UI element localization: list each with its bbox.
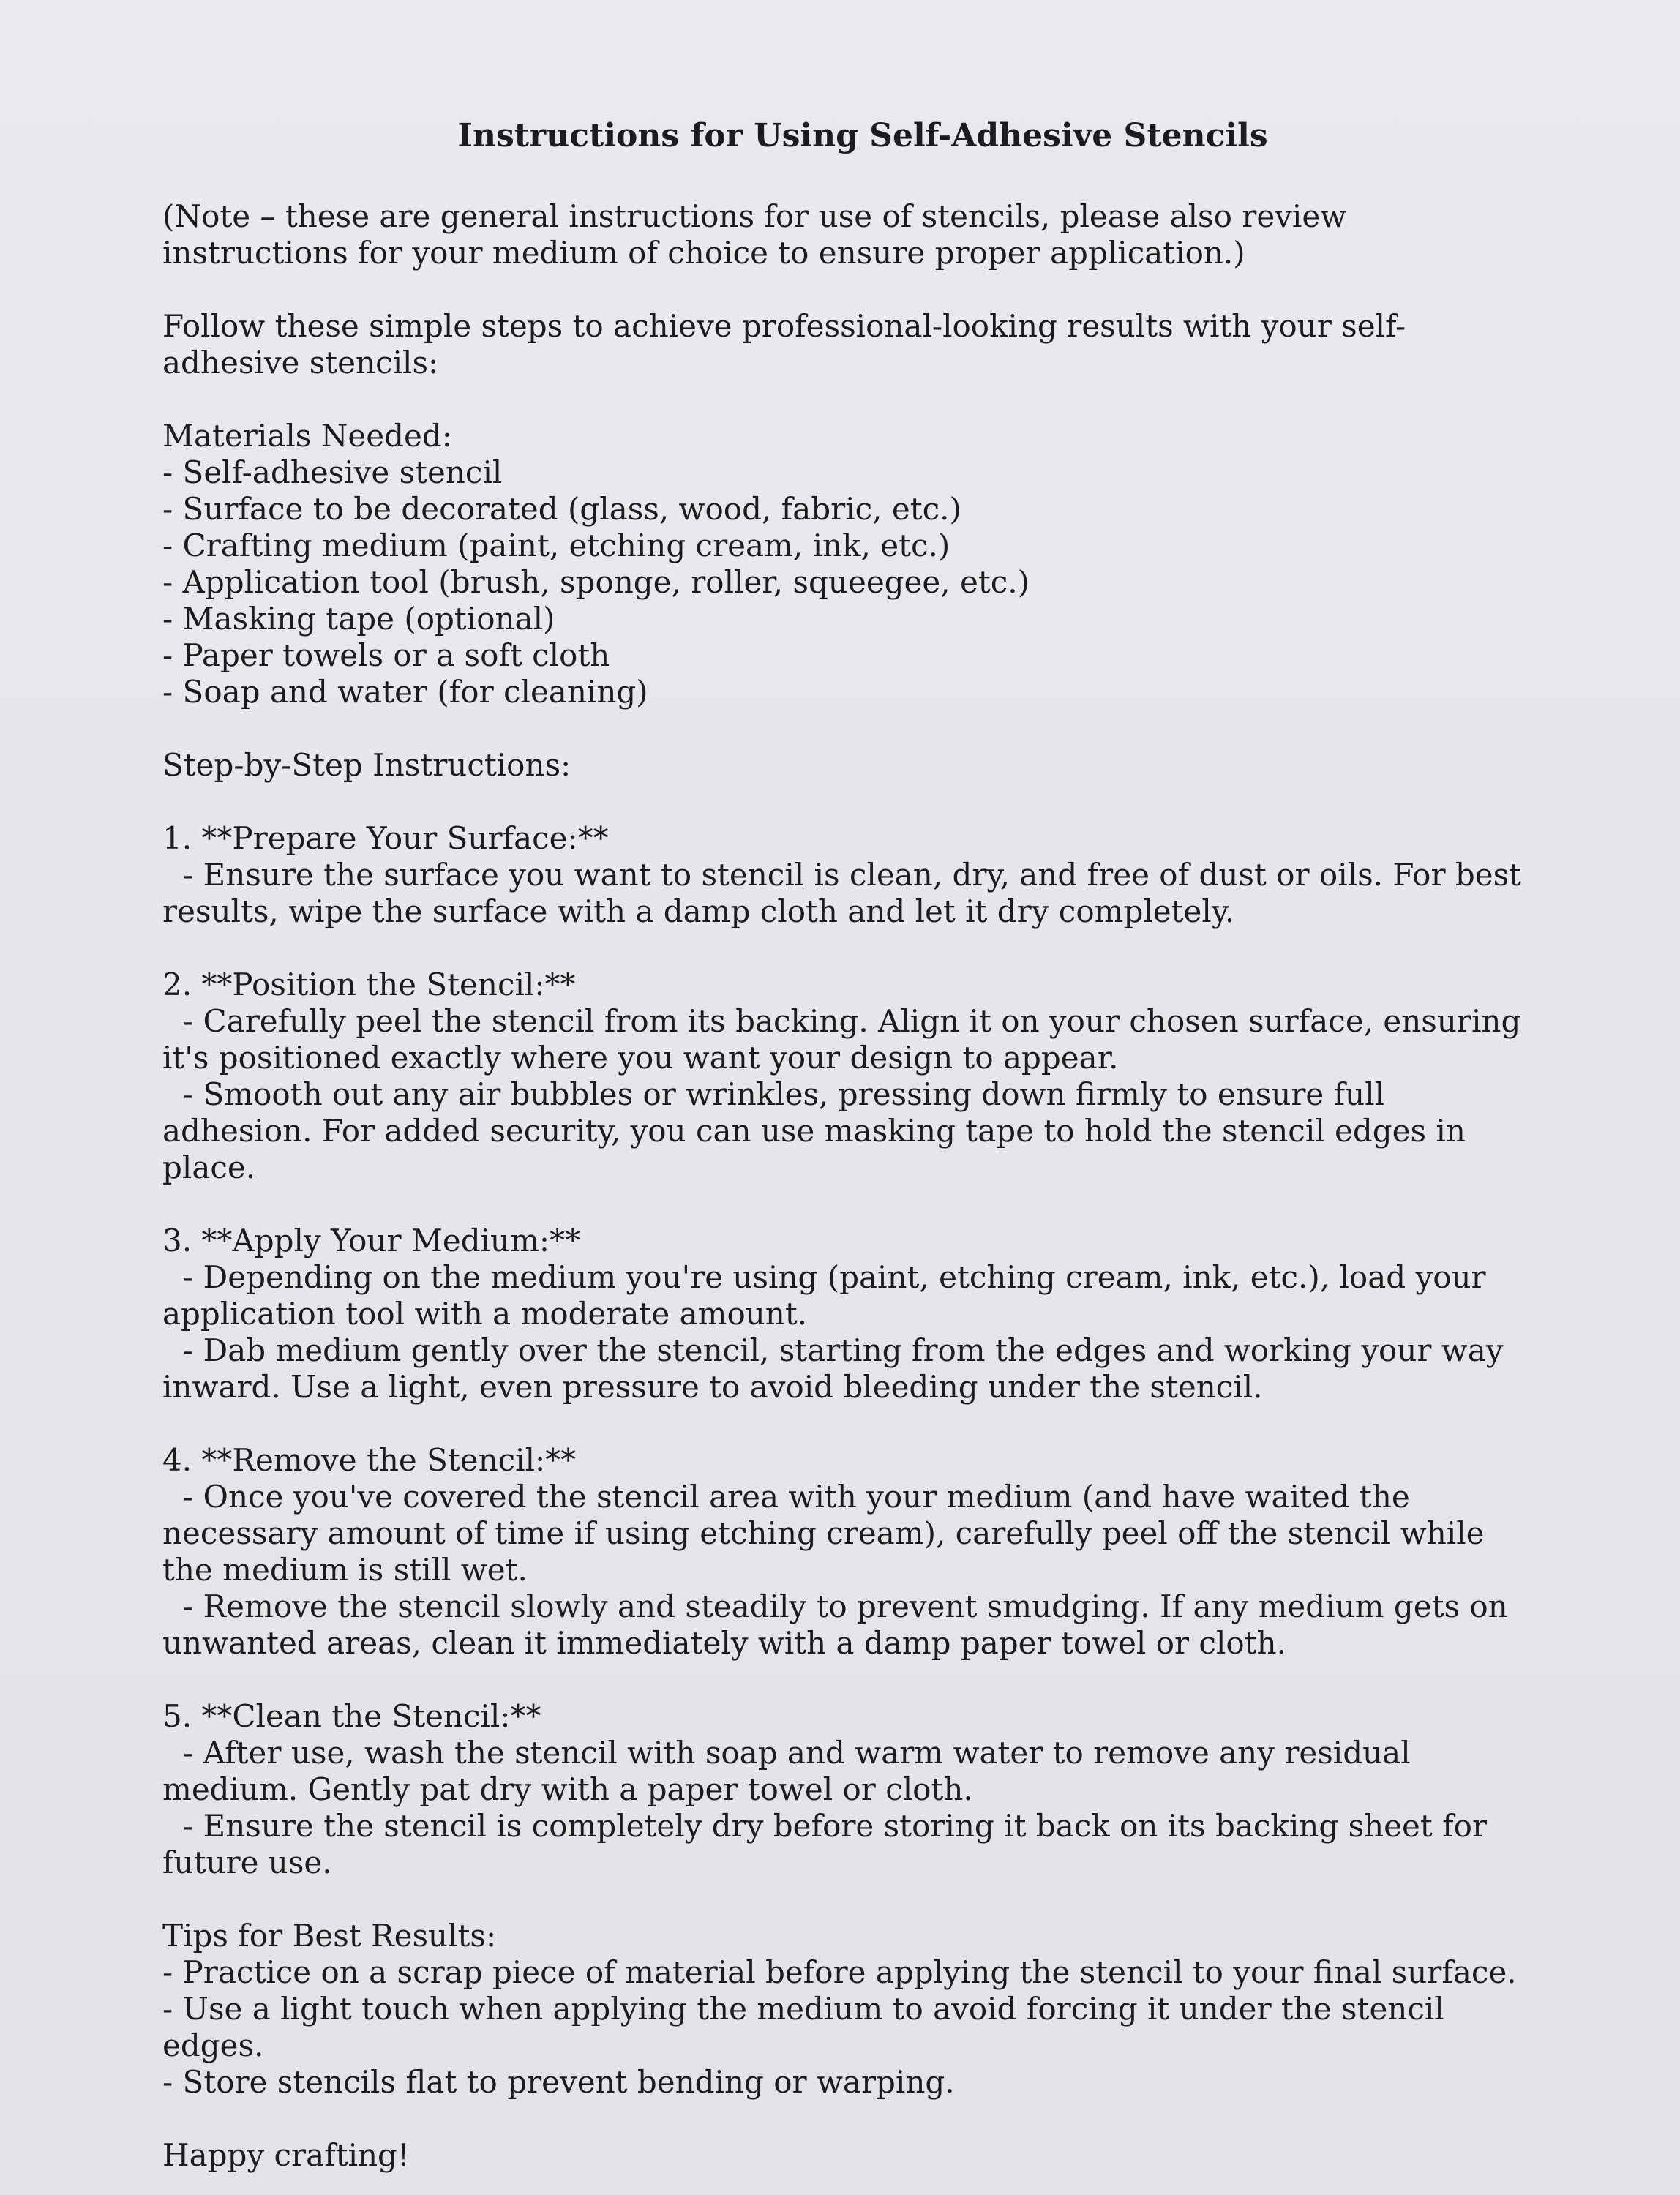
step-paragraph: - Smooth out any air bubbles or wrinkles, pressing down firmly to ensure full adhesion. For added security, you can use masking tape to hold the stencil edges in place. — [162, 1076, 1466, 1185]
materials-item: - Masking tape (optional) — [162, 600, 555, 637]
materials-heading: Materials Needed: — [162, 417, 452, 454]
tips-item: - Practice on a scrap piece of material before applying the stencil to your final surface. — [162, 1954, 1517, 1990]
materials-item: - Soap and water (for cleaning) — [162, 673, 648, 710]
step-paragraph: - Once you've covered the stencil area with your medium (and have waited the necessary amount of time if using etching cream), carefully peel off the stencil while the medium is still wet. — [162, 1478, 1485, 1588]
materials-item: - Surface to be decorated (glass, wood, fabric, etc.) — [162, 490, 961, 527]
step-paragraph: - Dab medium gently over the stencil, starting from the edges and working your way inward. Use a light, even pressure to avoid bleeding under the stencil. — [162, 1332, 1504, 1405]
step-paragraph: - Depending on the medium you're using (paint, etching cream, ink, etc.), load your application tool with a moderate amount. — [162, 1258, 1486, 1332]
step-4 — [162, 1442, 1534, 1662]
step-heading: 3. **Apply Your Medium:** — [162, 1222, 581, 1258]
step-heading: 1. **Prepare Your Surface:** — [162, 819, 609, 856]
tips-heading: Tips for Best Results: — [162, 1917, 497, 1954]
step-2 — [162, 967, 1534, 1186]
step-3 — [162, 1223, 1534, 1406]
step-heading: 4. **Remove the Stencil:** — [162, 1441, 577, 1478]
step-5 — [162, 1698, 1534, 1881]
tips-item: - Store stencils flat to prevent bending or warping. — [162, 2063, 955, 2100]
step-paragraph: - Ensure the surface you want to stencil is clean, dry, and free of dust or oils. For best results, wipe the surface with a damp cloth and let it dry completely. — [162, 856, 1522, 929]
tips-section — [162, 1918, 1534, 2101]
note-paragraph: (Note – these are general instructions for use of stencils, please also review instructions for your medium of choice to ensure proper application.) — [162, 198, 1347, 271]
step-paragraph: - Remove the stencil slowly and steadily to prevent smudging. If any medium gets on unwanted areas, clean it immediately with a damp paper towel or cloth. — [162, 1588, 1508, 1661]
materials-item: - Crafting medium (paint, etching cream, ink, etc.) — [162, 527, 950, 563]
materials-section — [162, 418, 1534, 710]
materials-item: - Application tool (brush, sponge, roller, squeegee, etc.) — [162, 563, 1030, 600]
tips-item: - Use a light touch when applying the medium to avoid forcing it under the stencil edges. — [162, 1990, 1444, 2063]
materials-item: - Self-adhesive stencil — [162, 454, 503, 490]
intro-paragraph: Follow these simple steps to achieve professional-looking results with your self-adhesive stencils: — [162, 307, 1406, 380]
step-1 — [162, 820, 1534, 930]
step-paragraph: - After use, wash the stencil with soap and warm water to remove any residual medium. Gently pat dry with a paper towel or cloth. — [162, 1734, 1411, 1807]
step-paragraph: - Carefully peel the stencil from its backing. Align it on your chosen surface, ensuring it's positioned exactly where you want your design to appear. — [162, 1002, 1521, 1076]
closing-line: Happy crafting! — [162, 2136, 410, 2173]
steps-heading: Step-by-Step Instructions: — [162, 746, 571, 783]
step-paragraph: - Ensure the stencil is completely dry before storing it back on its backing sheet for future use. — [162, 1807, 1488, 1880]
step-heading: 5. **Clean the Stencil:** — [162, 1697, 541, 1734]
materials-item: - Paper towels or a soft cloth — [162, 637, 610, 673]
step-heading: 2. **Position the Stencil:** — [162, 966, 576, 1002]
document-title: Instructions for Using Self-Adhesive Stencils — [457, 117, 1268, 154]
